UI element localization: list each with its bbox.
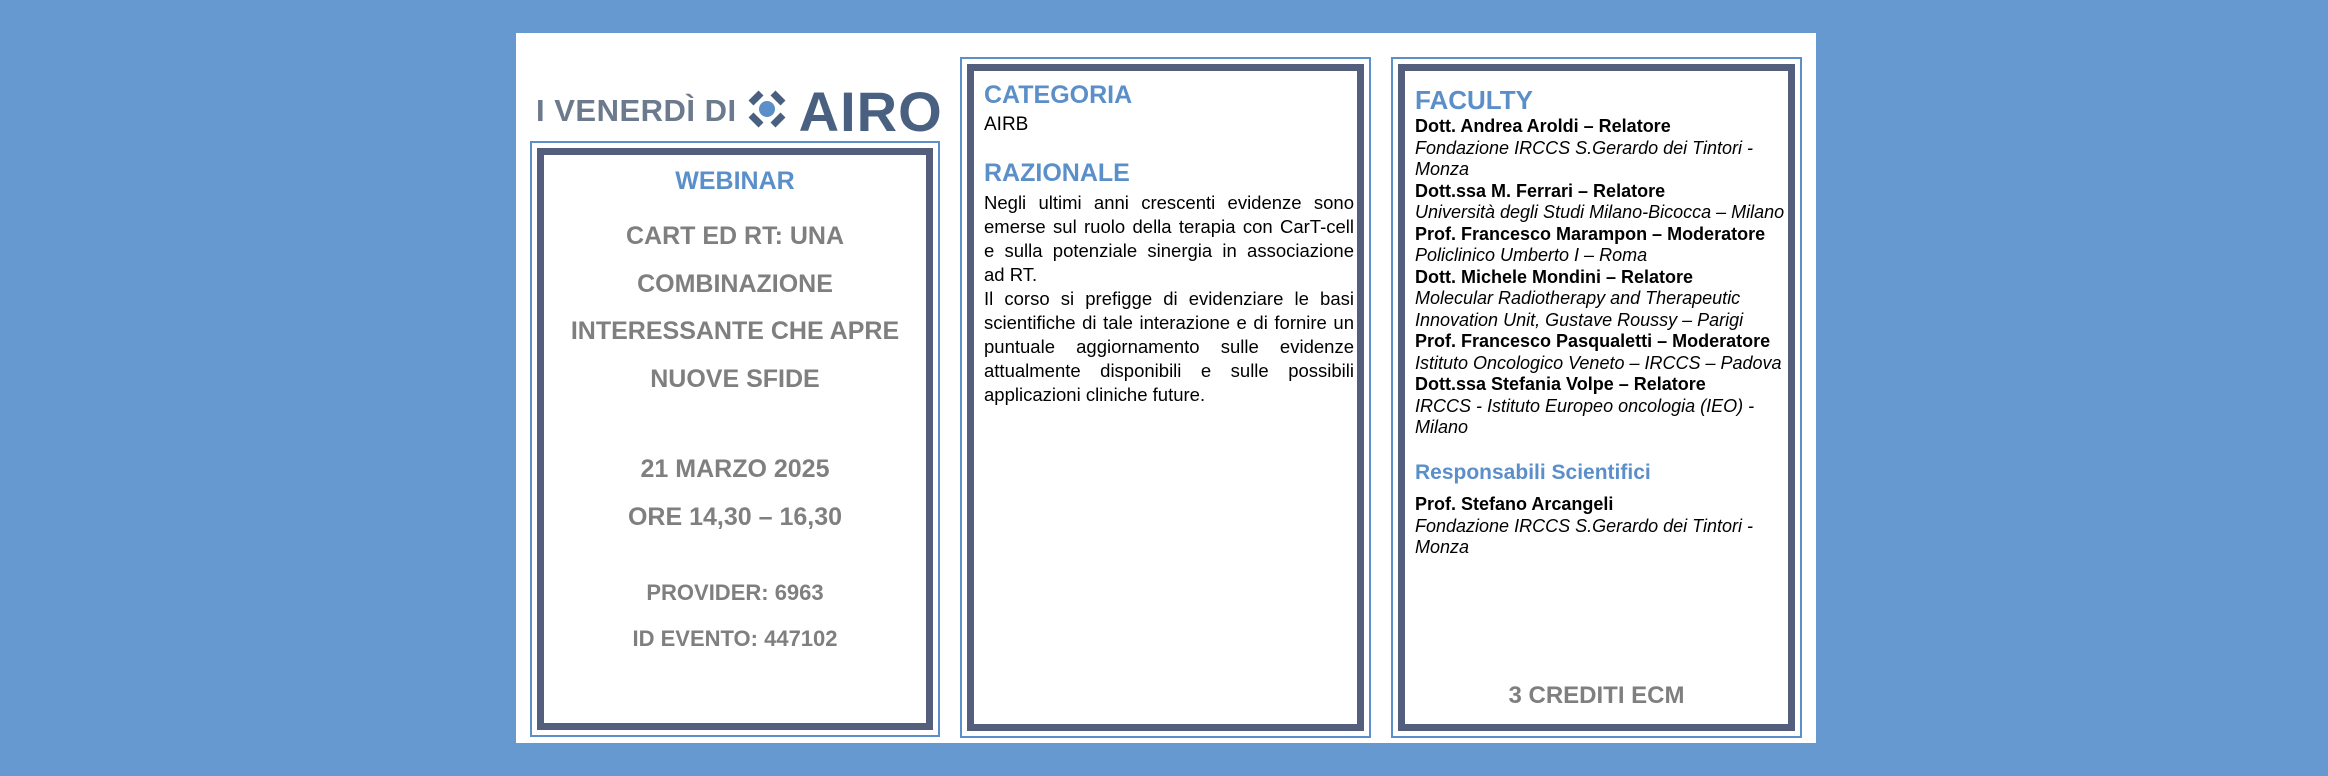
rationale-text [984, 191, 1354, 407]
faculty-item [1415, 331, 1795, 374]
faculty-name: Prof. Francesco Marampon – Moderatore [1415, 223, 1766, 244]
left-panel [537, 148, 933, 730]
faculty-item [1415, 267, 1795, 332]
ecm-credits: 3 CREDITI ECM [1508, 682, 1685, 709]
faculty-affiliation: Policlinico Umberto I – Roma [1415, 245, 1648, 265]
right-panel-frame [1391, 57, 1802, 738]
provider-number: PROVIDER: 6963 [646, 580, 824, 605]
scientific-affiliation: Fondazione IRCCS S.Gerardo dei Tintori - Monza [1415, 515, 1753, 557]
faculty-item [1415, 224, 1795, 267]
faculty-affiliation: Fondazione IRCCS S.Gerardo dei Tintori - Monza [1415, 137, 1753, 179]
faculty-name: Dott. Michele Mondini – Relatore [1415, 266, 1694, 287]
event-id: ID EVENTO: 447102 [632, 626, 838, 651]
title-line: COMBINAZIONE [637, 269, 833, 298]
faculty-list [1415, 116, 1795, 439]
title-line: CART ED RT: UNA [625, 222, 845, 250]
middle-panel-frame [960, 57, 1371, 738]
faculty-affiliation: Molecular Radiotherapy and Therapeutic Innovation Unit, Gustave Roussy – Parigi [1415, 288, 1744, 330]
faculty-item [1415, 374, 1795, 439]
right-panel [1398, 64, 1795, 731]
rationale-heading: RAZIONALE [984, 159, 1130, 187]
rationale-paragraph: Negli ultimi anni crescenti evidenze sono emerse sul ruolo della terapia con CarT-cell e sulla potenziale sinergia in associazione ad RT. [984, 192, 1354, 285]
faculty-affiliation: Istituto Oncologico Veneto – IRCCS – Padova [1415, 352, 1782, 373]
webinar-title [544, 213, 926, 403]
event-time: ORE 14,30 – 16,30 [627, 503, 843, 531]
faculty-heading: FACULTY [1415, 85, 1533, 115]
category-value: AIRB [984, 114, 1029, 135]
faculty-affiliation: IRCCS - Istituto Europeo oncologia (IEO) - Milano [1415, 395, 1755, 437]
scientific-heading: Responsabili Scientifici [1415, 461, 1651, 484]
rationale-paragraph: Il corso si prefigge di evidenziare le basi scientifiche di tale interazione e di fornire un puntuale aggiornamento sulle evidenze attualmente disponibili e sulle possibili applicazioni cliniche future. [984, 288, 1354, 405]
left-panel-frame [530, 141, 940, 737]
faculty-item [1415, 181, 1795, 224]
airo-logo [536, 81, 956, 141]
scientific-list [1415, 494, 1795, 559]
faculty-name: Prof. Francesco Pasqualetti – Moderatore [1415, 331, 1771, 351]
faculty-affiliation: Università degli Studi Milano-Bicocca – Milano [1415, 202, 1785, 222]
faculty-name: Dott.ssa M. Ferrari – Relatore [1415, 180, 1666, 201]
logo-brand: AIRO [798, 79, 943, 143]
title-line: NUOVE SFIDE [650, 364, 820, 393]
webinar-label: WEBINAR [675, 167, 795, 195]
middle-panel [967, 64, 1364, 731]
event-date: 21 MARZO 2025 [640, 455, 830, 483]
faculty-name: Dott.ssa Stefania Volpe – Relatore [1415, 374, 1706, 394]
category-heading: CATEGORIA [984, 81, 1133, 109]
faculty-item [1415, 116, 1795, 181]
airo-mark-icon [743, 85, 791, 138]
faculty-name: Dott. Andrea Aroldi – Relatore [1415, 116, 1671, 136]
brochure-page [516, 33, 1816, 743]
logo-prefix: I VENERDÌ DI [536, 93, 737, 128]
scientific-name: Prof. Stefano Arcangeli [1415, 494, 1614, 514]
title-line: INTERESSANTE CHE APRE [570, 317, 900, 345]
